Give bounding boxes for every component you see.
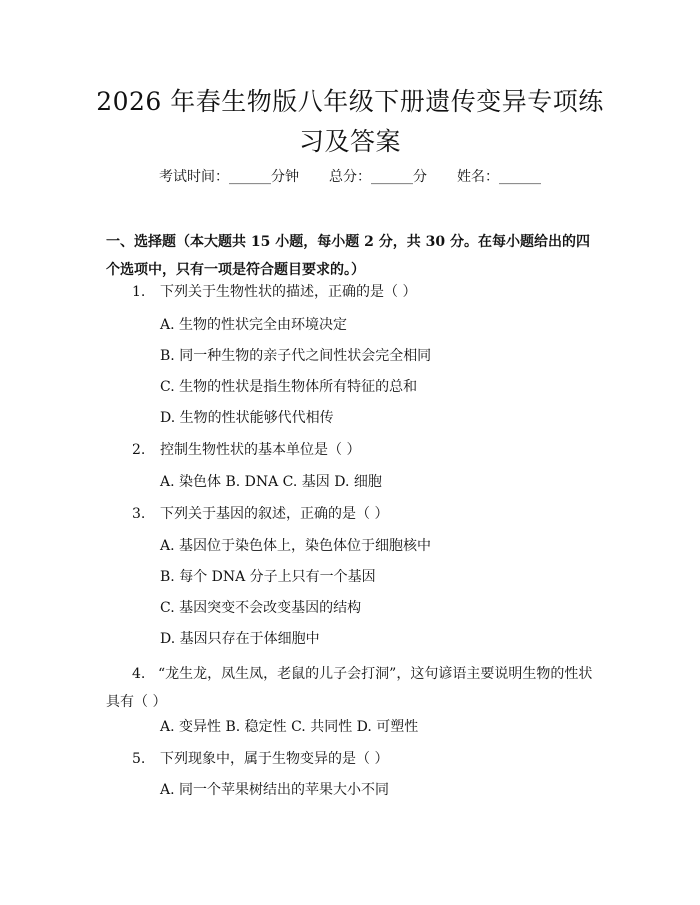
question-1 xyxy=(132,282,416,302)
exam-meta xyxy=(0,166,700,186)
options-2-inline: A. 染色体 B. DNA C. 基因 D. 细胞 xyxy=(160,474,382,490)
question-number: 3. xyxy=(132,506,146,522)
option-3a: A. 基因位于染色体上，染色体位于细胞核中 xyxy=(160,538,432,554)
option-3d: D. 基因只存在于体细胞中 xyxy=(160,631,320,647)
option-5a: A. 同一个苹果树结出的苹果大小不同 xyxy=(160,782,390,798)
time-unit: 分钟 xyxy=(271,169,299,185)
score-blank: ______ xyxy=(371,169,413,185)
option-3c: C. 基因突变不会改变基因的结构 xyxy=(160,600,362,616)
title-line-2: 习及答案 xyxy=(298,127,401,156)
question-number: 5. xyxy=(132,751,146,767)
section-heading: 一、选择题（本大题共 15 小题，每小题 2 分，共 30 分。在每小题给出的四个选项中，只有一项是符合题目要求的。） xyxy=(106,234,590,278)
option-1d: D. 生物的性状能够代代相传 xyxy=(160,410,334,426)
question-3 xyxy=(132,504,388,524)
question-number: 4. xyxy=(132,666,146,682)
time-blank: ______ xyxy=(229,169,271,185)
question-5 xyxy=(132,749,388,769)
option-3b: B. 每个 DNA 分子上只有一个基因 xyxy=(160,569,376,585)
option-1a: A. 生物的性状完全由环境决定 xyxy=(160,317,348,333)
options-4-inline: A. 变异性 B. 稳定性 C. 共同性 D. 可塑性 xyxy=(160,719,419,735)
question-stem: 下列关于生物性状的描述，正确的是（ ） xyxy=(160,284,417,300)
question-stem: 下列关于基因的叙述，正确的是（ ） xyxy=(160,506,389,522)
option-1b: B. 同一种生物的亲子代之间性状会完全相同 xyxy=(160,348,432,364)
question-stem: 下列现象中，属于生物变异的是（ ） xyxy=(160,751,389,767)
question-4 xyxy=(106,660,596,716)
page-title xyxy=(60,82,640,162)
question-number: 2. xyxy=(132,442,146,458)
question-stem: “龙生龙，凤生凤，老鼠的儿子会打洞”，这句谚语主要说明生物的性状具有（ ） xyxy=(106,666,593,710)
score-unit: 分 xyxy=(413,169,427,185)
title-line-1: 2026 年春生物版八年级下册遗传变异专项练 xyxy=(96,87,604,116)
question-2 xyxy=(132,440,360,460)
question-stem: 控制生物性状的基本单位是（ ） xyxy=(160,442,361,458)
name-blank: ______ xyxy=(499,169,541,185)
name-label: 姓名： xyxy=(457,169,499,185)
option-1c: C. 生物的性状是指生物体所有特征的总和 xyxy=(160,379,418,395)
score-label: 总分： xyxy=(329,169,371,185)
time-label: 考试时间： xyxy=(159,169,229,185)
question-number: 1. xyxy=(132,284,146,300)
